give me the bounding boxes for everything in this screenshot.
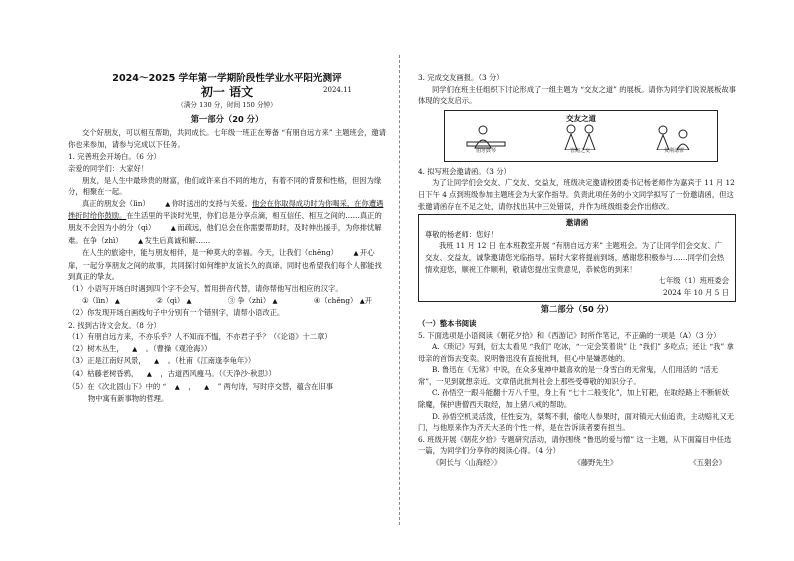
q1-sub1: （1）小语写开场白时遇到四个字不会写，暂用拼音代替，请你帮他写出相应的汉字。 [68, 283, 343, 293]
q1-para2 [68, 198, 386, 247]
exam-note: （满分 130 分，时间 150 分钟） [177, 101, 277, 109]
q1-para3-b: 开心扉，一起分享朋友之间的故事，共同探讨如何维护友谊长久的真谛。同时也希望我们每个人都能找到真正的挚友。 [68, 248, 382, 282]
part1-intro: 交个好朋友，可以相互帮助，共同成长。七年级一班正在筹备 “有朋自远方来” 主题班会，邀请你也来参加，请参与完成以下任务。 [68, 128, 386, 149]
right-column [418, 72, 736, 469]
invitation-letter [418, 214, 736, 302]
q1-sub2: （2）你发现开场白画线句子中分别有一个错别字，请帮小语改正。 [68, 308, 285, 318]
q3-text: 同学们在班主任组织下讨论形成了一组主题为 “交友之道” 的展板。请你为同学们说说展板故事体现的交友启示。 [418, 84, 736, 106]
q1-underlined-sentence: 他会在你取得成功时为你喝采，在你遭遇挫折时给你鼓励。 [68, 198, 384, 221]
left-column [68, 72, 386, 405]
q5-option: D. 孙悟空机灵活泼，任性妄为，桀骜不驯，偷吃人参果时，面对镇元大仙追责，主动赔礼又无门，与他原来作为齐天大圣的个性一样，是在告诉读者要有担当。 [418, 411, 735, 433]
invitation-heading: 邀请函 [565, 218, 589, 228]
answer-blank[interactable]: ▲ [132, 344, 138, 353]
answer-blank[interactable]: ▲ [204, 382, 210, 391]
q6-title: 6. 班级开展《朝花夕拾》专题研究活动，请你围绕 “鲁迅的爱与憎” 这一主题，从下面篇目中任选一篇，为同学们分享你的阅读心得。（4 分） [418, 434, 732, 456]
q2-line: 物中寓有新事物的哲理。 [88, 394, 169, 404]
invitation-body: 我班 11 月 12 日 在本班教室开展 “有朋自远方来” 主题班会。为了让同学们会交友、广交友、交益友，诚挚邀请您光临指导。届时大家将提前到场，感谢您积极参与……同学们会热情欢迎您，顺祝工作顺利，敬请您提出宝贵意见，恭候您的到来！ [425, 241, 725, 274]
part1-heading: 第一部分（20 分） [190, 113, 264, 124]
board-figure: 管鲍之交 [557, 124, 603, 158]
q2-line: （2）树木丛生， ▲ 。（曹操《观沧海》） [68, 343, 386, 356]
answer-blank[interactable]: ▲ [272, 296, 278, 305]
invitation-date: 2024 年 10 月 5 日 [663, 287, 729, 297]
q1-para2-b: 你时送出的支持与关爱。 [171, 198, 253, 208]
column-divider [399, 55, 400, 525]
part2-subheading: （一）整本书阅读 [418, 318, 477, 328]
q1-para3 [68, 247, 386, 283]
book-title: 《阿长与〈山海经〉》 [432, 458, 502, 468]
answer-blank[interactable]: ▲ [174, 382, 180, 391]
q5-option: B. 鲁迅在《无常》中说，在众多鬼神中最喜欢的是一身雪白的无常鬼，人们用活的 “活无常”，一见到就想亲近。文章借此批判社会上那些受尊敬的知识分子。 [418, 365, 719, 386]
q2-title: 2. 找到古诗文会友。（8 分） [68, 320, 161, 330]
q1-para2-d: 在生活里的平淡时光里，你们总是分享点滴，相互信任、相互之间的……真正的朋友不会因为小的分（qì） [68, 211, 382, 232]
q6-booklist [418, 457, 736, 469]
answer-blank[interactable]: ▲ [146, 370, 152, 379]
q2-line: （5）在《次北固山下》中的 “ ▲ ， ▲ ” 两句诗，写时序交替，蕴含在旧事 [68, 381, 386, 394]
answer-blank[interactable]: ▲ [170, 223, 176, 232]
q1-para2-a: 真正的朋友会（lìn） [82, 198, 150, 208]
board-figure: 伯牙鼓琴 [463, 124, 509, 158]
q1-option: ①（lìn） ▲ [82, 295, 120, 305]
q1-option: ③ 争（zhì） ▲ [227, 295, 278, 305]
q5-option: C. 孙悟空一跟斗能翻十万八千里，身上有 “七十二般变化”，加上钉耙，在取经路上不断斩妖除魔，保护唐僧西天取经，加上猪八戒的帮助。 [418, 388, 730, 410]
q5-option: A.《琐记》写到，衍太太看见 “我们” 吃冰，“一定会笑着说” 让 “我们” 多吃点；还让 “我” 拿母亲的首饰去变卖。说明鲁迅没有直接批判，但心中是嫌恶她的。 [418, 342, 734, 363]
q2-line: （1）有朋自远方来，不亦乐乎？人不知而不愠，不亦君子乎？（《论语》十二章） [68, 332, 332, 342]
answer-blank[interactable]: ▲ [353, 249, 359, 258]
exam-date: 2024.11 [323, 86, 352, 94]
book-title: 《五猖会》 [689, 458, 726, 468]
board-figure: 负荆请罪 [651, 124, 697, 158]
exam-title: 2024～2025 学年第一学期阶段性学业水平阳光测评 [112, 73, 342, 84]
q4-text: 为了让同学们会交友、广交友、交益友，班级决定邀请校团委书记杨老师作为嘉宾于 11 月 12 日下午 4 点到班级参加主题班会为大家作指导。负责此项任务的小文同学拟写了一份邀请函，但这张邀请函存在不足之处，请你找出其中三处错误，并作为班级组委会作出修改。 [418, 178, 735, 211]
q1-para2-e: 而疏远，他们总会在你需要帮助时，及时伸出援手，为你排忧解难。在争（zhì） [68, 222, 382, 245]
answer-blank[interactable]: ▲ [359, 296, 365, 305]
invitation-greeting: 尊敬的杨老师：您好！ [425, 229, 498, 239]
answer-blank[interactable]: ▲ [165, 199, 171, 208]
answer-blank[interactable]: ▲ [154, 357, 160, 366]
subject-title: 初一 语文 [200, 85, 254, 99]
q4-title: 4. 拟写班会邀请函。（3 分） [418, 166, 511, 176]
q5-title: 5. 下面选项是小语阅读《朝花夕拾》和《西游记》时所作笔记，不正确的一项是（A）（3 分） [418, 330, 721, 340]
book-title: 《藤野先生》 [573, 458, 618, 468]
q1-option: ④（chěng） ▲开 [313, 295, 372, 305]
q1-title: 1. 完善班会开场白。（6 分） [68, 152, 161, 162]
q1-para1: 朋友，是人生中最珍贵的财富，他们或许来自不同的地方，有着不同的背景和性格，但因为缘分，相聚在一起。 [68, 175, 382, 197]
q1-para2-f: 发生后真诚和解…… [144, 235, 211, 245]
q3-title: 3. 完成交友画报。（3 分） [418, 73, 504, 82]
q1-greeting: 亲爱的同学们：大家好！ [68, 163, 149, 173]
friendship-board-image [444, 110, 718, 162]
q2-line: （4）枯藤老树昏鸦， ▲ ，古道西风瘦马。（《天净沙·秋思》） [68, 368, 386, 381]
q1-option: ②（qì） ▲ [156, 295, 192, 305]
board-title: 交友之道 [566, 113, 596, 123]
part2-heading: 第二部分（50 分） [540, 304, 614, 315]
answer-blank[interactable]: ▲ [114, 296, 120, 305]
q1-options [68, 295, 386, 308]
q1-para3-a: 在人生的旅途中，能与朋友相伴，是一种莫大的幸福。今天，让我们（chěng） [82, 248, 338, 258]
answer-blank[interactable]: ▲ [186, 296, 192, 305]
answer-blank[interactable]: ▲ [138, 236, 144, 245]
invitation-signature: 七年级（1）班班委会 [658, 276, 729, 286]
q2-line: （3）正是江南好风景， ▲ 。（杜甫《江南逢李龟年》） [68, 355, 386, 368]
